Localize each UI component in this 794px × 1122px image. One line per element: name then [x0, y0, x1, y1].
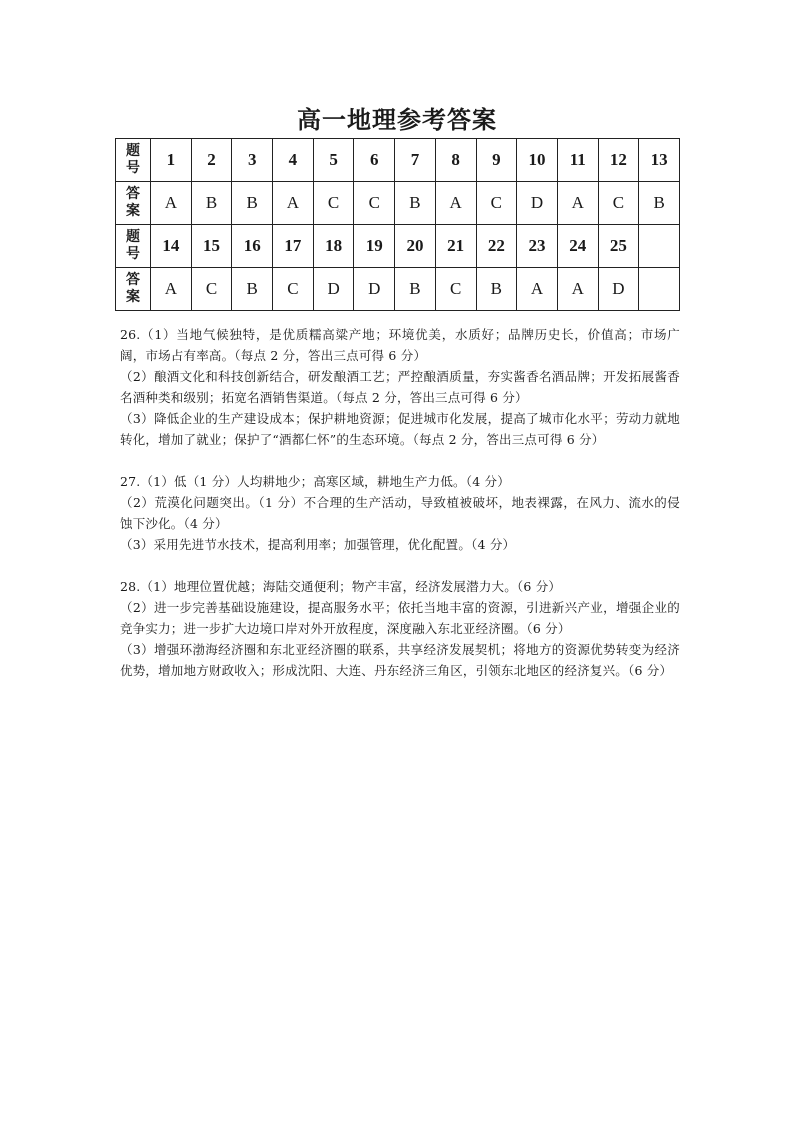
- question-number: 10: [517, 139, 558, 182]
- question-number: 8: [435, 139, 476, 182]
- answer-cell: A: [435, 182, 476, 225]
- question-number: 9: [476, 139, 517, 182]
- row-header-char: 答: [126, 186, 140, 202]
- answer-cell: A: [557, 182, 598, 225]
- row-header: [116, 268, 151, 311]
- row-header: [116, 182, 151, 225]
- answer-cell: A: [151, 182, 192, 225]
- question-number: 6: [354, 139, 395, 182]
- answer-cell: C: [435, 268, 476, 311]
- answer-cell: A: [273, 182, 314, 225]
- answer-cell: D: [354, 268, 395, 311]
- row-header-char: 案: [126, 203, 140, 219]
- question-number: 21: [435, 225, 476, 268]
- answer-cell: B: [191, 182, 232, 225]
- question-number: 3: [232, 139, 273, 182]
- question-number: 5: [313, 139, 354, 182]
- answer-cell: B: [476, 268, 517, 311]
- row-header-char: 答: [126, 272, 140, 288]
- question-number: 19: [354, 225, 395, 268]
- row-header-char: 号: [126, 160, 140, 176]
- q28-part2: （2）进一步完善基础设施建设，提高服务水平；依托当地丰富的资源，引进新兴产业，增强企业的竞争实力；进一步扩大边境口岸对外开放程度，深度融入东北亚经济圈。（6 分）: [120, 600, 680, 636]
- answer-cell: B: [232, 268, 273, 311]
- answer-cell: A: [557, 268, 598, 311]
- row-header: [116, 139, 151, 182]
- answer-cell: C: [354, 182, 395, 225]
- q26-part2: （2）酿酒文化和科技创新结合，研发酿酒工艺；严控酿酒质量，夯实酱香名酒品牌；开发拓展酱香名酒种类和级别；拓宽名酒销售渠道。（每点 2 分，答出三点可得 6 分）: [120, 369, 680, 405]
- answer-cell: A: [151, 268, 192, 311]
- question-number: 14: [151, 225, 192, 268]
- answer-cell: C: [476, 182, 517, 225]
- answer-cell: D: [598, 268, 639, 311]
- answer-cell: [639, 268, 680, 311]
- q27-part2: （2）荒漠化问题突出。（1 分）不合理的生产活动，导致植被破坏，地表裸露，在风力、流水的侵蚀下沙化。（4 分）: [120, 495, 680, 531]
- answer-cell: C: [598, 182, 639, 225]
- question-number: 11: [557, 139, 598, 182]
- q26-part1: 26.（1）当地气候独特，是优质糯高粱产地；环境优美，水质好；品牌历史长，价值高；市场广阔，市场占有率高。（每点 2 分，答出三点可得 6 分）: [120, 327, 680, 363]
- answer-cell: C: [313, 182, 354, 225]
- table-row: [116, 182, 680, 225]
- answer-cell: C: [273, 268, 314, 311]
- q28-part1: 28.（1）地理位置优越；海陆交通便利；物产丰富，经济发展潜力大。（6 分）: [120, 579, 562, 594]
- question-number: 12: [598, 139, 639, 182]
- row-header-char: 案: [126, 289, 140, 305]
- question-number: 25: [598, 225, 639, 268]
- row-header: [116, 225, 151, 268]
- row-header-char: 题: [126, 143, 140, 159]
- question-number: 15: [191, 225, 232, 268]
- q27-part3: （3）采用先进节水技术，提高利用率；加强管理，优化配置。（4 分）: [120, 537, 516, 552]
- page-title: 高一地理参考答案: [297, 105, 497, 134]
- answer-cell: B: [395, 182, 436, 225]
- question-number: 18: [313, 225, 354, 268]
- q27-part1: 27.（1）低（1 分）人均耕地少；高寒区域，耕地生产力低。（4 分）: [120, 474, 510, 489]
- table-row: [116, 268, 680, 311]
- question-number: 22: [476, 225, 517, 268]
- answer-cell: B: [395, 268, 436, 311]
- question-number: 4: [273, 139, 314, 182]
- table-row: [116, 225, 680, 268]
- question-number: 20: [395, 225, 436, 268]
- answer-cell: B: [232, 182, 273, 225]
- answer-cell: B: [639, 182, 680, 225]
- answer-cell: C: [191, 268, 232, 311]
- question-number: 13: [639, 139, 680, 182]
- q26-part3: （3）降低企业的生产建设成本；保护耕地资源；促进城市化发展，提高了城市化水平；劳动力就地转化，增加了就业；保护了“酒都仁怀”的生态环境。（每点 2 分，答出三点可得 6 分）: [120, 411, 680, 447]
- question-number: 17: [273, 225, 314, 268]
- question-number: 1: [151, 139, 192, 182]
- question-number: [639, 225, 680, 268]
- question-number: 24: [557, 225, 598, 268]
- question-number: 7: [395, 139, 436, 182]
- question-number: 23: [517, 225, 558, 268]
- table-row: [116, 139, 680, 182]
- answer-cell: D: [313, 268, 354, 311]
- answer-table: [115, 138, 680, 311]
- row-header-char: 号: [126, 246, 140, 262]
- row-header-char: 题: [126, 229, 140, 245]
- answer-cell: D: [517, 182, 558, 225]
- answer-cell: A: [517, 268, 558, 311]
- question-number: 2: [191, 139, 232, 182]
- answer-section: [120, 324, 680, 681]
- q28-part3: （3）增强环渤海经济圈和东北亚经济圈的联系，共享经济发展契机；将地方的资源优势转变为经济优势，增加地方财政收入；形成沈阳、大连、丹东经济三角区，引领东北地区的经济复兴。（6 分）: [120, 642, 680, 678]
- question-number: 16: [232, 225, 273, 268]
